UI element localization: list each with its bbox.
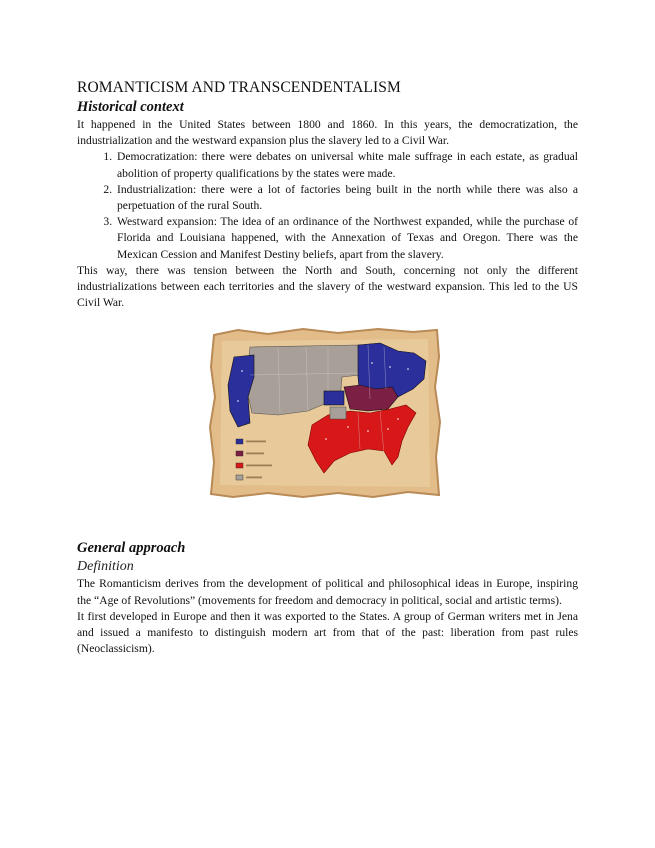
map-indian-territory bbox=[330, 407, 346, 419]
historical-outro-paragraph: This way, there was tension between the North and South, concerning not only the different industrializations between each territories and the slavery of the westward expansion. This led to the US Civil War. bbox=[77, 263, 578, 310]
historical-intro-paragraph: It happened in the United States between 1800 and 1860. In this years, the democratization, the industrialization and the westward expansion plus the slavery led to a Civil War. bbox=[77, 118, 578, 148]
list-item: 3. Westward expansion: The idea of an ordinance of the Northwest expanded, while the purchase of Florida and Louisiana happened, with the Annexation of Texas and Oregon. There was the Mexican Cession and Manifest Destiny beliefs, apart from the slavery. bbox=[115, 214, 578, 263]
definition-paragraph-2: It first developed in Europe and then it was exported to the States. A group of German writers met in Jena and issued a manifesto to distinguish modern art from that of the past: liberation from past rules (Neoclassicism). bbox=[77, 609, 578, 656]
historical-context-heading: Historical context bbox=[77, 99, 184, 115]
document-page bbox=[77, 78, 578, 657]
document-title: ROMANTICISM AND TRANSCENDENTALISM bbox=[77, 79, 401, 96]
list-item: 1. Democratization: there were debates on universal white male suffrage in each estate, as gradual abolition of property qualifications by the states were made. bbox=[115, 149, 578, 181]
map-border-states bbox=[344, 385, 398, 411]
map-union-kansas bbox=[324, 391, 344, 405]
historical-causes-list bbox=[77, 149, 578, 262]
definition-paragraph-1: The Romanticism derives from the development of political and philosophical ideas in Europe, inspiring the “Age of Revolutions” (movements for freedom and democracy in political, social and artistic terms). bbox=[77, 577, 578, 607]
definition-subheading: Definition bbox=[77, 559, 134, 575]
us-map-image bbox=[208, 327, 442, 499]
civil-war-map-figure bbox=[208, 327, 442, 499]
general-approach-heading: General approach bbox=[77, 540, 186, 557]
list-item: 2. Industrialization: there were a lot of factories being built in the north while there was also a perpetuation of the rural South. bbox=[115, 182, 578, 214]
